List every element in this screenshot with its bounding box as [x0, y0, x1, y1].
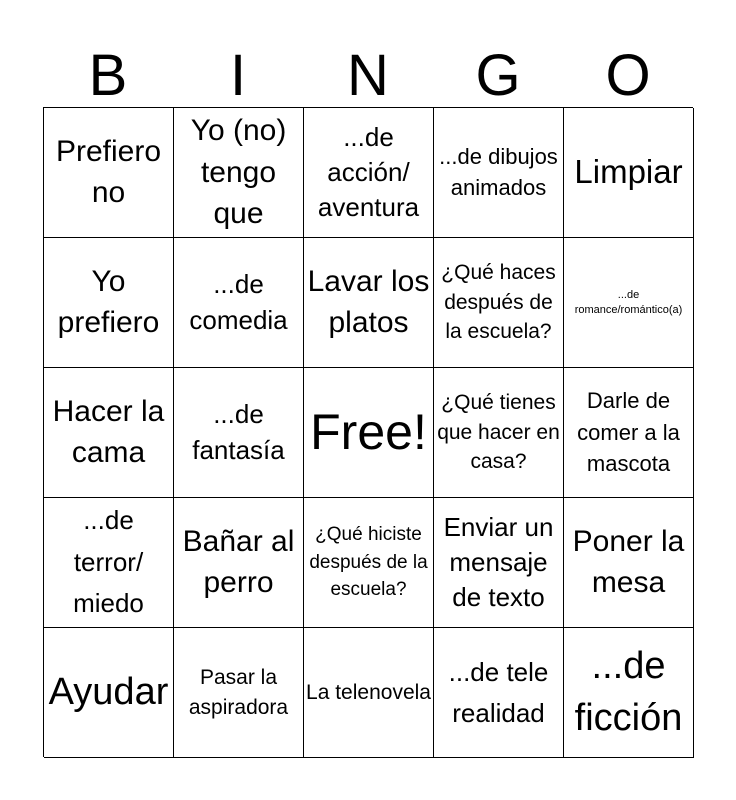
- cell-text: Yo prefiero: [57, 265, 160, 339]
- cell-text: ...de terror/ miedo: [73, 505, 144, 619]
- cell-text: ...de comedia: [189, 269, 288, 335]
- bingo-cell[interactable]: [44, 238, 174, 368]
- bingo-cell[interactable]: [564, 238, 694, 368]
- cell-text: ...de fantasía: [192, 399, 285, 465]
- header-letter-o: O: [605, 43, 651, 108]
- cell-text: ¿Qué haces después de la escuela?: [441, 260, 556, 344]
- header-letter-n: N: [347, 43, 389, 108]
- bingo-cell[interactable]: [44, 498, 174, 628]
- header-letter-g: G: [475, 43, 521, 108]
- cell-text: Yo (no) tengo que: [190, 114, 287, 231]
- cell-text: ...de dibujos animados: [439, 143, 558, 200]
- bingo-cell[interactable]: [564, 368, 694, 498]
- header-letter-i: I: [229, 43, 247, 108]
- cell-text: Enviar un mensaje de texto: [443, 511, 554, 613]
- bingo-cell[interactable]: [434, 498, 564, 628]
- bingo-cell[interactable]: [44, 628, 174, 758]
- cell-text: ...de romance/romántico(a): [574, 289, 683, 316]
- free-space[interactable]: [304, 368, 434, 498]
- bingo-cell[interactable]: [174, 498, 304, 628]
- bingo-cell[interactable]: [174, 628, 304, 758]
- cell-text: ¿Qué hiciste después de la escuela?: [309, 524, 428, 601]
- free-space-text: Free!: [310, 404, 427, 461]
- bingo-cell[interactable]: [434, 368, 564, 498]
- cell-text: ¿Qué tienes que hacer en casa?: [437, 390, 560, 474]
- cell-text: ...de tele realidad: [448, 657, 549, 728]
- cell-text: ...de acción/ aventura: [317, 121, 420, 223]
- cell-text: Poner la mesa: [572, 525, 685, 599]
- cell-text: ...de ficción: [574, 645, 683, 739]
- bingo-cell[interactable]: [304, 498, 434, 628]
- header-letter-b: B: [88, 43, 128, 108]
- bingo-cell[interactable]: [434, 628, 564, 758]
- cell-text: Ayudar: [48, 671, 169, 714]
- cell-text: Hacer la cama: [52, 395, 165, 469]
- bingo-cell[interactable]: [434, 238, 564, 368]
- cell-text: La telenovela: [306, 680, 431, 704]
- bingo-cell[interactable]: [174, 238, 304, 368]
- bingo-cell[interactable]: [304, 628, 434, 758]
- cell-text: Pasar la aspiradora: [188, 665, 289, 719]
- bingo-cell[interactable]: [564, 628, 694, 758]
- cell-text: Bañar al perro: [182, 525, 295, 599]
- bingo-cell[interactable]: [174, 108, 304, 238]
- bingo-grid: [43, 107, 693, 757]
- cell-text: Lavar los platos: [307, 265, 430, 339]
- bingo-cell[interactable]: [44, 108, 174, 238]
- bingo-header: [43, 44, 693, 106]
- cell-text: Darle de comer a la mascota: [577, 387, 680, 477]
- bingo-cell[interactable]: [564, 108, 694, 238]
- bingo-cell[interactable]: [304, 108, 434, 238]
- bingo-cell[interactable]: [564, 498, 694, 628]
- cell-text: Prefiero no: [55, 135, 162, 209]
- bingo-cell[interactable]: [44, 368, 174, 498]
- bingo-cell[interactable]: [304, 238, 434, 368]
- bingo-cell[interactable]: [434, 108, 564, 238]
- bingo-cell[interactable]: [174, 368, 304, 498]
- cell-text: Limpiar: [574, 153, 683, 191]
